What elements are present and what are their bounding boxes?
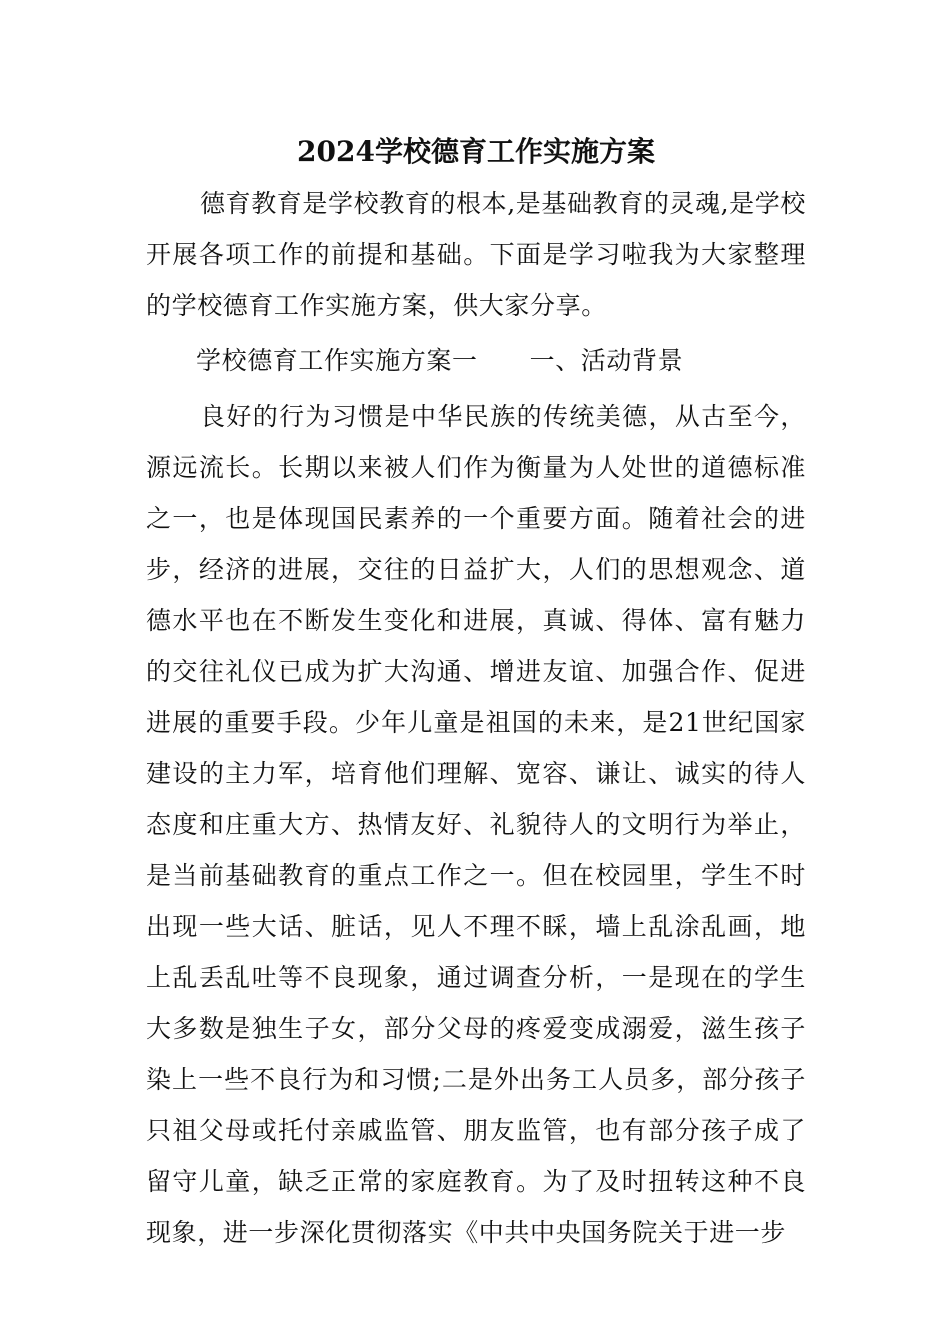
section-title: 学校德育工作实施方案一 [196, 346, 478, 375]
intro-paragraph: 德育教育是学校教育的根本,是基础教育的灵魂,是学校开展各项工作的前提和基础。下面是学习啦我为大家整理的学校德育工作实施方案，供大家分享。 [146, 189, 806, 320]
section-heading-line [146, 333, 806, 389]
document-page [146, 128, 806, 1258]
subsection-title: 一、活动背景 [529, 346, 684, 375]
body-paragraph: 良好的行为习惯是中华民族的传统美德，从古至今，源远流长。长期以来被人们作为衡量为人处世的道德标准之一，也是体现国民素养的一个重要方面。随着社会的进步，经济的进展，交往的日益扩大，人们的思想观念、道德水平也在不断发生变化和进展，真诚、得体、富有魅力的交往礼仪已成为扩大沟通、增进友谊、加强合作、促进进展的重要手段。少年儿童是祖国的未来，是21世纪国家建设的主力军，培育他们理解、宽容、谦让、诚实的待人态度和庄重大方、热情友好、礼貌待人的文明行为举止，是当前基础教育的重点工作之一。但在校园里，学生不时出现一些大话、脏话，见人不理不睬，墙上乱涂乱画，地上乱丢乱吐等不良现象，通过调查分析，一是现在的学生大多数是独生子女，部分父母的疼爱变成溺爱，滋生孩子染上一些不良行为和习惯;二是外出务工人员多，部分孩子只祖父母或托付亲戚监管、朋友监管，也有部分孩子成了留守儿童，缺乏正常的家庭教育。为了及时扭转这种不良现象，进一步深化贯彻落实《中共中央国务院关于进一步 [146, 402, 806, 1247]
document-title: 2024学校德育工作实施方案 [297, 135, 655, 168]
